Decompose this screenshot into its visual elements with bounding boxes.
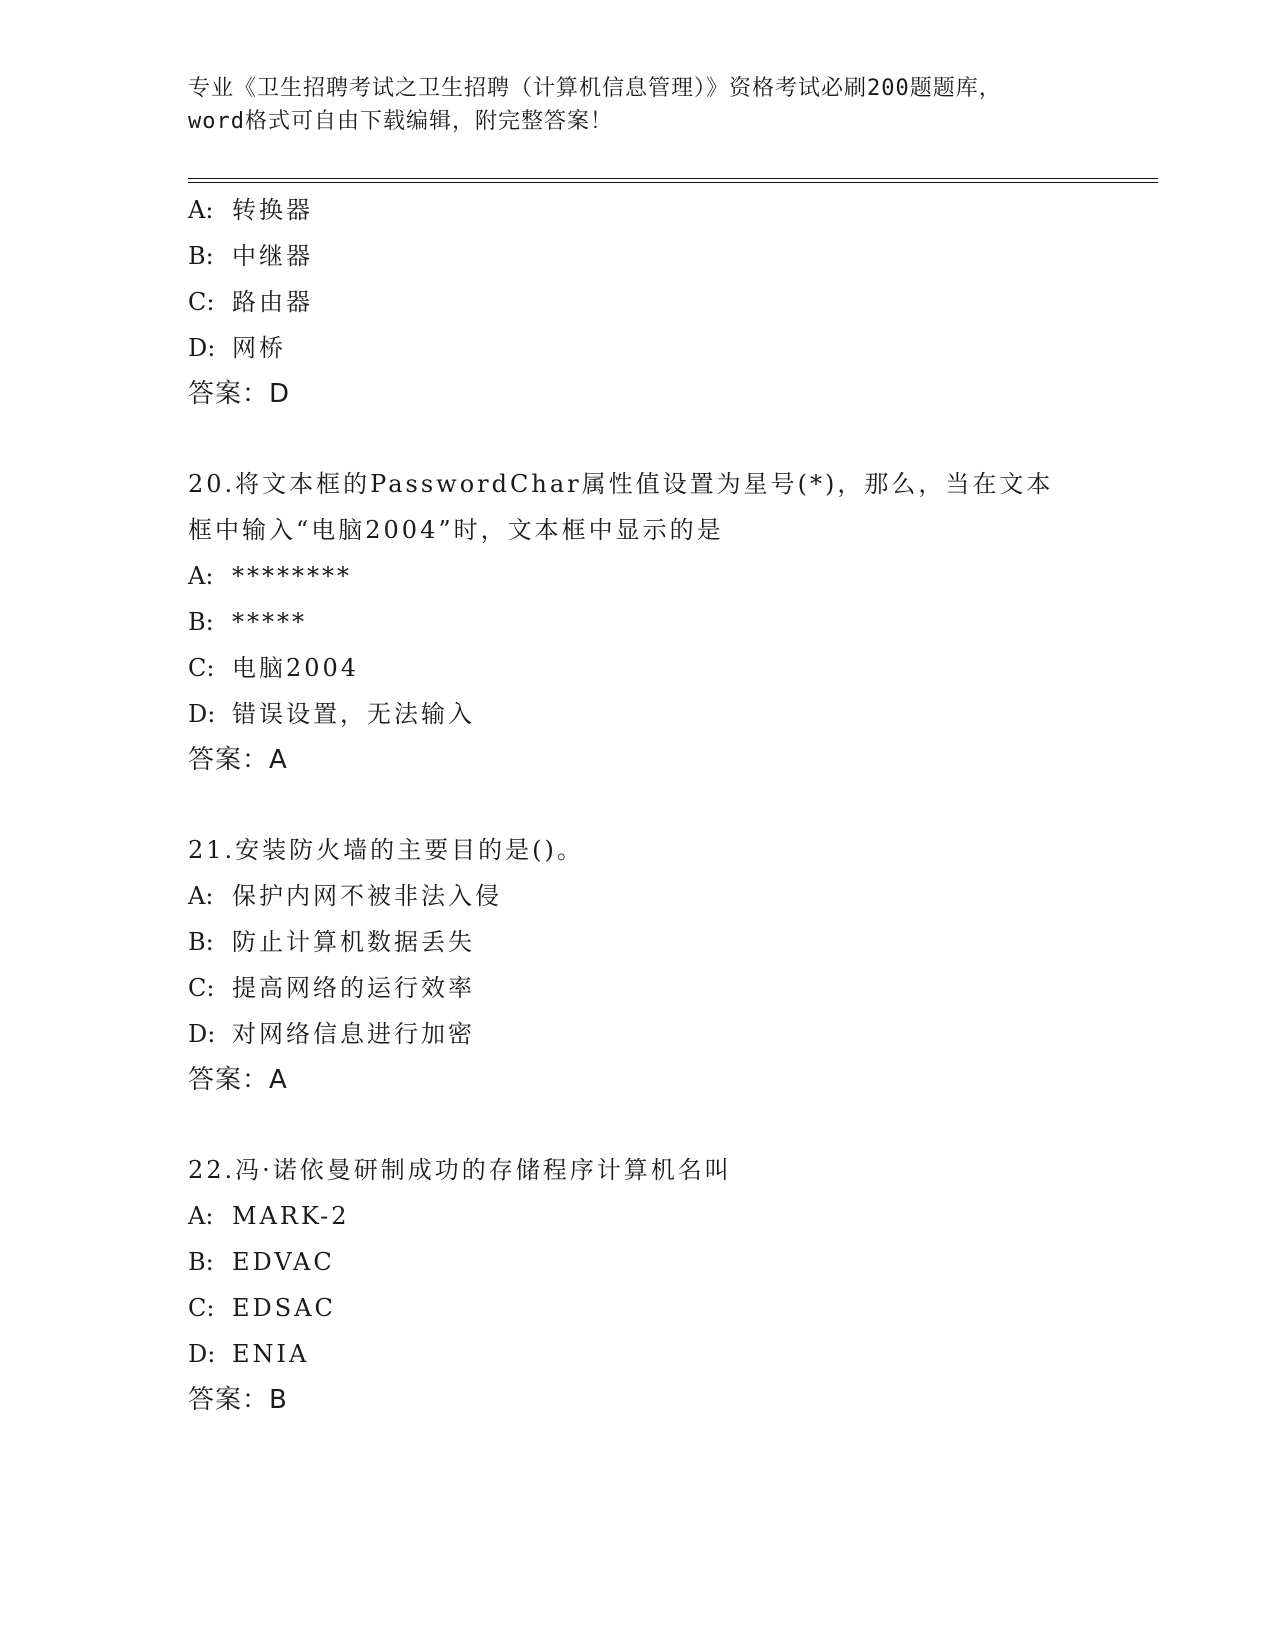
question-line-1: 22.冯·诺依曼研制成功的存储程序计算机名叫 — [188, 1156, 732, 1184]
option-d — [188, 691, 1148, 737]
option-label: D: — [188, 1340, 216, 1368]
option-b — [188, 599, 1148, 645]
option-text: EDVAC — [232, 1248, 335, 1276]
option-c — [188, 279, 1148, 325]
option-label: A: — [188, 882, 214, 910]
option-d — [188, 325, 1148, 371]
answer-line: 答案：D — [188, 379, 291, 409]
question-block-21 — [188, 827, 1148, 1103]
question-block-22 — [188, 1147, 1148, 1423]
option-text: 保护内网不被非法入侵 — [232, 882, 502, 910]
option-label: D: — [188, 1020, 216, 1048]
option-label: D: — [188, 700, 216, 728]
option-text: 转换器 — [232, 196, 313, 224]
option-text: 防止计算机数据丢失 — [232, 928, 475, 956]
option-label: A: — [188, 1202, 214, 1230]
question-text — [188, 461, 1148, 553]
option-c — [188, 965, 1148, 1011]
option-label: C: — [188, 974, 215, 1002]
option-label: A: — [188, 562, 214, 590]
option-a — [188, 873, 1148, 919]
document-header — [188, 72, 1088, 138]
question-line-1: 20.将文本框的PasswordChar属性值设置为星号(*)，那么，当在文本 — [188, 470, 1054, 498]
option-text: MARK-2 — [232, 1202, 350, 1230]
option-a — [188, 1193, 1148, 1239]
option-a — [188, 553, 1148, 599]
option-label: A: — [188, 196, 214, 224]
header-line-1: 专业《卫生招聘考试之卫生招聘（计算机信息管理）》资格考试必刷200题题库， — [188, 76, 1002, 101]
option-a — [188, 187, 1148, 233]
header-line-2: word格式可自由下载编辑，附完整答案！ — [188, 109, 613, 134]
option-text: EDSAC — [232, 1294, 336, 1322]
header-divider — [188, 178, 1158, 183]
answer-line: 答案：B — [188, 1385, 288, 1415]
option-label: B: — [188, 928, 214, 956]
option-d — [188, 1331, 1148, 1377]
question-text — [188, 1147, 1148, 1193]
option-b — [188, 233, 1148, 279]
option-d — [188, 1011, 1148, 1057]
answer-line: 答案：A — [188, 1065, 288, 1095]
option-text: ******** — [232, 562, 352, 590]
option-c — [188, 645, 1148, 691]
option-label: C: — [188, 288, 215, 316]
option-label: D: — [188, 334, 216, 362]
option-text: ENIA — [232, 1340, 310, 1368]
option-label: B: — [188, 608, 214, 636]
question-line-2: 框中输入“电脑2004”时，文本框中显示的是 — [188, 516, 724, 544]
option-label: C: — [188, 654, 215, 682]
option-text: 路由器 — [232, 288, 313, 316]
option-b — [188, 919, 1148, 965]
option-text: ***** — [232, 608, 307, 636]
question-list — [188, 187, 1148, 1423]
option-text: 对网络信息进行加密 — [232, 1020, 475, 1048]
question-block-20 — [188, 461, 1148, 783]
option-b — [188, 1239, 1148, 1285]
question-line-1: 21.安装防火墙的主要目的是()。 — [188, 836, 584, 864]
question-text — [188, 827, 1148, 873]
option-label: C: — [188, 1294, 215, 1322]
option-c — [188, 1285, 1148, 1331]
question-block-19 — [188, 187, 1148, 417]
option-text: 提高网络的运行效率 — [232, 974, 475, 1002]
option-text: 网桥 — [232, 334, 286, 362]
option-text: 中继器 — [232, 242, 313, 270]
answer-line: 答案：A — [188, 745, 288, 775]
option-text: 错误设置，无法输入 — [232, 700, 475, 728]
option-label: B: — [188, 1248, 214, 1276]
option-label: B: — [188, 242, 214, 270]
option-text: 电脑2004 — [232, 654, 360, 682]
